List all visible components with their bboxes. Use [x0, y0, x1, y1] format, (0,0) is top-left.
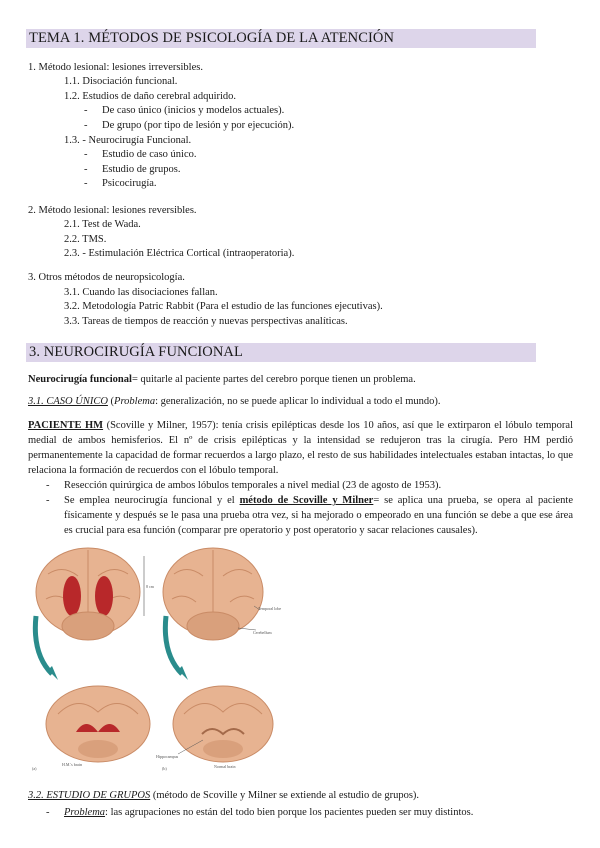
method-term: método de Scoville y Milner: [239, 495, 374, 506]
figure-label-hm: H.M.'s brain: [62, 762, 82, 767]
dash-marker: -: [84, 164, 88, 175]
patient-hm-term: PACIENTE HM: [28, 420, 104, 431]
brain-lesion-figure: [28, 544, 282, 774]
definition-text: = quitarle al paciente partes del cerebro porque tienen un problema.: [131, 374, 416, 385]
dash-marker: -: [84, 105, 88, 116]
definition-line: [28, 373, 416, 386]
figure-label-8cm: 8 cm: [146, 584, 154, 589]
dash-marker: -: [84, 149, 88, 160]
figure-label-cerebellum: Cerebellum: [253, 630, 272, 635]
dash-marker: -: [46, 480, 50, 491]
problem-label: Problema: [64, 807, 106, 818]
outline-item-1-1: 1.1. Disociación funcional.: [64, 76, 178, 87]
subsection-title: 3.2. ESTUDIO DE GRUPOS: [28, 790, 151, 801]
patient-hm-text: (Scoville y Milner, 1957): tenía crisis epilépticas desde los 10 años, así que le extirparon el lóbulo temporal medial de ambos hemisferios. El nº de crisis epilépticas y la intensidad se redujeron tras la cirugía. Pero HM perdió permanentemente la capacidad de formar recuerdos a largo plazo, el resto de sus habilidades intelectuales estaban intactas, lo que relaciona la formación de recuerdos con el lóbulo temporal.: [28, 420, 573, 476]
subsection-3-1-line: [28, 395, 441, 408]
figure-label-b: (b): [162, 766, 167, 771]
subsection-text: (método de Scoville y Milner se extiende al estudio de grupos).: [150, 790, 420, 801]
bullet-post-text: = se aplica una prueba, se opera al paciente físicamente y después se le pasa una prueba otra vez, si ha mejorado o empeorado en una función se debe a que ese área es crucial para esa función (comparar pre operatorio y post operatorio y sacar relaciones causales).: [64, 495, 573, 536]
outline-item-1-3b: Estudio de grupos.: [102, 164, 181, 175]
outline-section-2: 2. Método lesional: lesiones reversibles.: [28, 205, 197, 216]
figure-label-a: (a): [32, 766, 37, 771]
outline-item-3-3: 3.3. Tareas de tiempos de reacción y nuevas perspectivas analíticas.: [64, 316, 348, 327]
outline-item-2-2: 2.2. TMS.: [64, 234, 107, 245]
problem-text: : generalización, no se puede aplicar lo individual a todo el mundo).: [155, 396, 441, 407]
outline-item-2-3: 2.3. - Estimulación Eléctrica Cortical (intraoperatoria).: [64, 248, 295, 259]
dash-marker: -: [46, 495, 50, 506]
outline-item-1-3c: Psicocirugía.: [102, 178, 157, 189]
outline-item-3-1: 3.1. Cuando las disociaciones fallan.: [64, 287, 218, 298]
problem-label: Problema: [114, 396, 156, 407]
outline-section-3: 3. Otros métodos de neuropsicología.: [28, 272, 185, 283]
problem-text: : las agrupaciones no están del todo bien porque los pacientes pueden ser muy distintos.: [105, 807, 474, 818]
bullet-scoville-method: [64, 493, 573, 538]
outline-item-1-3: 1.3. - Neurocirugía Funcional.: [64, 135, 192, 146]
figure-label-hippocampus: Hippocampus: [156, 754, 179, 759]
dash-marker: -: [46, 807, 50, 818]
outline-item-2-1: 2.1. Test de Wada.: [64, 219, 141, 230]
outline-item-3-2: 3.2. Metodología Patric Rabbit (Para el estudio de las funciones ejecutivas).: [64, 301, 383, 312]
definition-term: Neurocirugía funcional: [28, 374, 132, 385]
bullet-pre-text: Se emplea neurocirugía funcional y el: [64, 495, 240, 506]
page-title: TEMA 1. MÉTODOS DE PSICOLOGÍA DE LA ATENCIÓN: [26, 29, 536, 48]
open-paren: (: [107, 396, 115, 407]
figure-label-temporal: Temporal lobe: [258, 606, 282, 611]
bullet-resection: Resección quirúrgica de ambos lóbulos temporales a nivel medial (23 de agosto de 1953).: [64, 480, 442, 491]
dash-marker: -: [84, 178, 88, 189]
section-heading: 3. NEUROCIRUGÍA FUNCIONAL: [26, 343, 536, 362]
bullet-problem-groups: [64, 806, 473, 819]
outline-item-1-3a: Estudio de caso único.: [102, 149, 197, 160]
patient-hm-paragraph: [28, 418, 573, 478]
outline-item-1-2a: De caso único (inicios y modelos actuales).: [102, 105, 285, 116]
dash-marker: -: [84, 120, 88, 131]
outline-item-1-2b: De grupo (por tipo de lesión y por ejecución).: [102, 120, 295, 131]
figure-label-normal: Normal brain: [214, 764, 236, 769]
subsection-title: 3.1. CASO ÚNICO: [28, 396, 108, 407]
outline-section-1: 1. Método lesional: lesiones irreversibles.: [28, 62, 203, 73]
subsection-3-2-line: [28, 789, 419, 802]
outline-item-1-2: 1.2. Estudios de daño cerebral adquirido.: [64, 91, 237, 102]
